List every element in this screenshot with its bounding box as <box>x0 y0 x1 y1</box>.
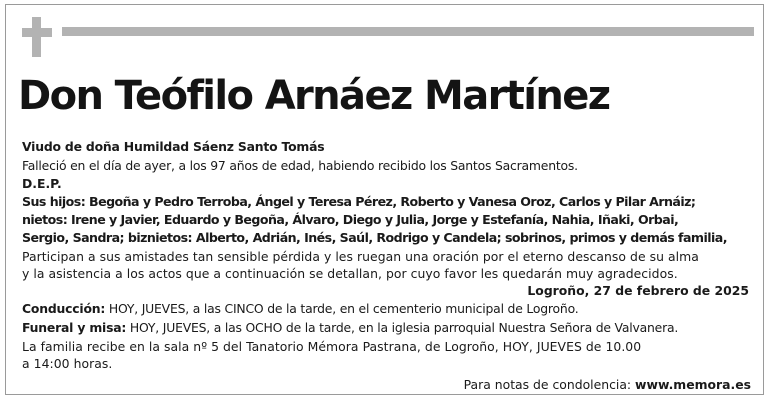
family-line: Sus hijos: Begoña y Pedro Terroba, Ángel y Teresa Pérez, Roberto y Vanesa Oroz, Carlos y Pilar Arnáiz; <box>22 193 696 209</box>
notice-body <box>22 138 752 372</box>
conduccion-text: HOY, JUEVES, a las CINCO de la tarde, en el cementerio municipal de Logroño. <box>105 301 579 317</box>
header-rule <box>62 27 754 36</box>
visit-line: a 14:00 horas. <box>22 355 113 371</box>
condolence-link[interactable]: www.memora.es <box>635 377 751 392</box>
death-note: Falleció en el día de ayer, a los 97 años de edad, habiendo recibido los Santos Sacramentos. <box>22 157 578 173</box>
place-date: Logroño, 27 de febrero de 2025 <box>527 282 749 298</box>
dep-line: D.E.P. <box>22 176 62 192</box>
funeral-text: HOY, JUEVES, a las OCHO de la tarde, en la iglesia parroquial Nuestra Señora de Valvanera. <box>126 319 679 335</box>
conduccion-label: Conducción: <box>22 301 106 317</box>
request-line: Participan a sus amistades tan sensible pérdida y les ruegan una oración por el eterno descanso de su alma <box>22 248 699 264</box>
request-paragraph <box>22 248 752 282</box>
conduccion-line <box>22 300 752 319</box>
request-line: y la asistencia a los actos que a continuación se detallan, por cuyo favor les quedarán muy agradecidos. <box>22 265 678 281</box>
family-line: Sergio, Sandra; biznietos: Alberto, Adrián, Inés, Saúl, Rodrigo y Candela; sobrinos, primos y demás familia, <box>22 229 727 245</box>
condolence-label: Para notas de condolencia: <box>463 377 636 392</box>
funeral-line <box>22 319 752 338</box>
condolence-footer <box>464 377 751 392</box>
family-line: nietos: Irene y Javier, Eduardo y Begoña, Álvaro, Diego y Julia, Jorge y Estefanía, Nahia, Iñaki, Orbai, <box>22 211 679 227</box>
widower-line: Viudo de doña Humildad Sáenz Santo Tomás <box>22 139 325 154</box>
deceased-name: Don Teófilo Arnáez Martínez <box>18 73 610 119</box>
family-list <box>22 194 752 246</box>
funeral-label: Funeral y misa: <box>22 319 127 335</box>
visit-line: La familia recibe en la sala nº 5 del Tanatorio Mémora Pastrana, de Logroño, HOY, JUEVES de 10.00 <box>22 338 642 354</box>
cross-icon <box>22 17 52 57</box>
